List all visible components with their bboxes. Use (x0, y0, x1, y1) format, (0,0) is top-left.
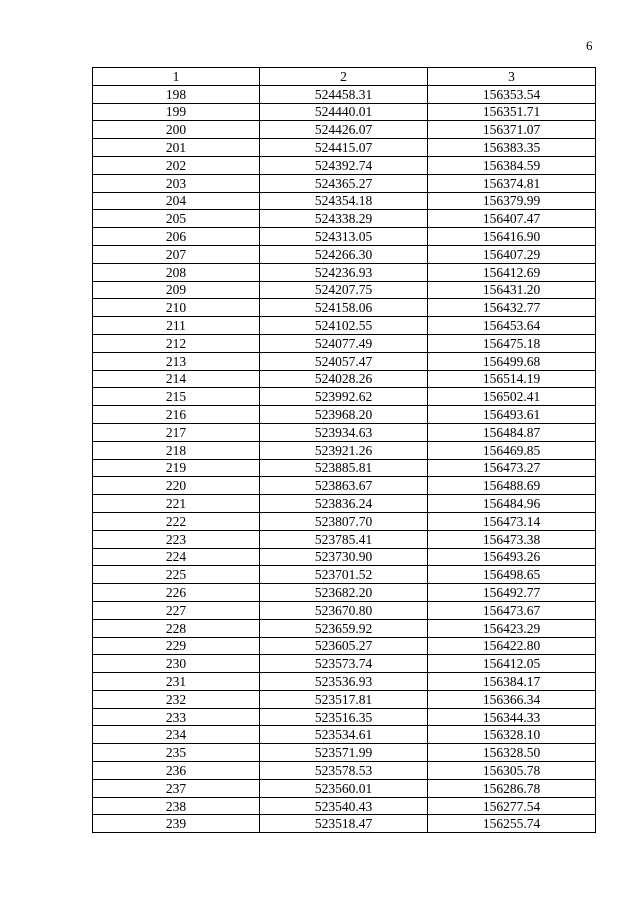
coordinate-x-cell: 523540.43 (260, 797, 428, 815)
coordinate-x-cell: 523571.99 (260, 744, 428, 762)
table-row (93, 584, 596, 602)
table-row (93, 619, 596, 637)
table-row (93, 797, 596, 815)
column-header-2: 2 (260, 68, 428, 86)
point-number-cell: 234 (93, 726, 260, 744)
coordinate-x-cell: 523968.20 (260, 406, 428, 424)
page-number: 6 (586, 38, 593, 53)
coordinate-y-cell: 156422.80 (428, 637, 596, 655)
coordinate-x-cell: 524426.07 (260, 121, 428, 139)
table-row (93, 815, 596, 833)
point-number-cell: 225 (93, 566, 260, 584)
coordinate-y-cell: 156514.19 (428, 370, 596, 388)
coordinate-y-cell: 156383.35 (428, 139, 596, 157)
point-number-cell: 224 (93, 548, 260, 566)
table-row (93, 121, 596, 139)
coordinate-x-cell: 524266.30 (260, 245, 428, 263)
coordinate-y-cell: 156366.34 (428, 690, 596, 708)
column-header-3: 3 (428, 68, 596, 86)
coordinate-y-cell: 156371.07 (428, 121, 596, 139)
coordinate-x-cell: 523573.74 (260, 655, 428, 673)
point-number-cell: 232 (93, 690, 260, 708)
coordinate-y-cell: 156407.47 (428, 210, 596, 228)
coordinate-y-cell: 156493.26 (428, 548, 596, 566)
table-row (93, 103, 596, 121)
table-row (93, 192, 596, 210)
coordinate-x-cell: 523670.80 (260, 601, 428, 619)
coordinate-x-cell: 523518.47 (260, 815, 428, 833)
table-row (93, 655, 596, 673)
coordinate-y-cell: 156431.20 (428, 281, 596, 299)
coordinate-x-cell: 523921.26 (260, 441, 428, 459)
coordinate-y-cell: 156473.27 (428, 459, 596, 477)
point-number-cell: 227 (93, 601, 260, 619)
table-row (93, 85, 596, 103)
coordinate-x-cell: 523659.92 (260, 619, 428, 637)
point-number-cell: 206 (93, 228, 260, 246)
table-row (93, 245, 596, 263)
coordinate-x-cell: 524440.01 (260, 103, 428, 121)
point-number-cell: 208 (93, 263, 260, 281)
coordinate-x-cell: 524236.93 (260, 263, 428, 281)
coordinate-y-cell: 156499.68 (428, 352, 596, 370)
coordinate-y-cell: 156493.61 (428, 406, 596, 424)
table-row (93, 459, 596, 477)
table-row (93, 281, 596, 299)
coordinate-y-cell: 156328.10 (428, 726, 596, 744)
coordinate-x-cell: 524415.07 (260, 139, 428, 157)
coordinate-y-cell: 156328.50 (428, 744, 596, 762)
table-row (93, 263, 596, 281)
coordinate-x-cell: 524458.31 (260, 85, 428, 103)
point-number-cell: 209 (93, 281, 260, 299)
point-number-cell: 219 (93, 459, 260, 477)
point-number-cell: 228 (93, 619, 260, 637)
table-row (93, 726, 596, 744)
point-number-cell: 202 (93, 156, 260, 174)
point-number-cell: 237 (93, 779, 260, 797)
table-header (93, 68, 596, 86)
table-row (93, 495, 596, 513)
coordinate-y-cell: 156353.54 (428, 85, 596, 103)
coordinate-y-cell: 156473.67 (428, 601, 596, 619)
point-number-cell: 231 (93, 673, 260, 691)
point-number-cell: 215 (93, 388, 260, 406)
coordinate-x-cell: 524338.29 (260, 210, 428, 228)
coordinate-y-cell: 156484.96 (428, 495, 596, 513)
coordinate-y-cell: 156492.77 (428, 584, 596, 602)
table-body (93, 85, 596, 832)
point-number-cell: 223 (93, 530, 260, 548)
point-number-cell: 204 (93, 192, 260, 210)
table-row (93, 762, 596, 780)
coordinate-y-cell: 156351.71 (428, 103, 596, 121)
coordinates-table (92, 67, 596, 833)
table-row (93, 530, 596, 548)
point-number-cell: 205 (93, 210, 260, 228)
table-row (93, 477, 596, 495)
table-row (93, 317, 596, 335)
coordinate-x-cell: 523992.62 (260, 388, 428, 406)
table-row (93, 744, 596, 762)
coordinate-y-cell: 156432.77 (428, 299, 596, 317)
header-row (93, 68, 596, 86)
coordinate-x-cell: 524057.47 (260, 352, 428, 370)
table-row (93, 139, 596, 157)
coordinate-x-cell: 524077.49 (260, 334, 428, 352)
point-number-cell: 200 (93, 121, 260, 139)
point-number-cell: 201 (93, 139, 260, 157)
point-number-cell: 221 (93, 495, 260, 513)
coordinate-y-cell: 156374.81 (428, 174, 596, 192)
table-row (93, 548, 596, 566)
coordinate-y-cell: 156484.87 (428, 423, 596, 441)
coordinate-y-cell: 156412.05 (428, 655, 596, 673)
point-number-cell: 198 (93, 85, 260, 103)
coordinate-x-cell: 524313.05 (260, 228, 428, 246)
coordinate-x-cell: 524158.06 (260, 299, 428, 317)
point-number-cell: 210 (93, 299, 260, 317)
point-number-cell: 218 (93, 441, 260, 459)
table-row (93, 512, 596, 530)
coordinate-y-cell: 156305.78 (428, 762, 596, 780)
coordinate-y-cell: 156453.64 (428, 317, 596, 335)
coordinate-x-cell: 524102.55 (260, 317, 428, 335)
table-row (93, 779, 596, 797)
coordinate-x-cell: 523605.27 (260, 637, 428, 655)
point-number-cell: 217 (93, 423, 260, 441)
coordinate-x-cell: 523516.35 (260, 708, 428, 726)
coordinate-x-cell: 523578.53 (260, 762, 428, 780)
coordinate-y-cell: 156473.38 (428, 530, 596, 548)
coordinate-y-cell: 156286.78 (428, 779, 596, 797)
coordinate-y-cell: 156384.17 (428, 673, 596, 691)
coordinate-y-cell: 156475.18 (428, 334, 596, 352)
coordinate-x-cell: 523534.61 (260, 726, 428, 744)
table-row (93, 334, 596, 352)
table-row (93, 441, 596, 459)
table-row (93, 299, 596, 317)
point-number-cell: 207 (93, 245, 260, 263)
coordinate-y-cell: 156255.74 (428, 815, 596, 833)
point-number-cell: 239 (93, 815, 260, 833)
coordinate-x-cell: 524392.74 (260, 156, 428, 174)
point-number-cell: 236 (93, 762, 260, 780)
coordinate-y-cell: 156412.69 (428, 263, 596, 281)
table-row (93, 601, 596, 619)
point-number-cell: 212 (93, 334, 260, 352)
coordinate-x-cell: 523863.67 (260, 477, 428, 495)
coordinate-y-cell: 156488.69 (428, 477, 596, 495)
point-number-cell: 229 (93, 637, 260, 655)
coordinate-x-cell: 523885.81 (260, 459, 428, 477)
point-number-cell: 230 (93, 655, 260, 673)
table-row (93, 210, 596, 228)
coordinate-x-cell: 523517.81 (260, 690, 428, 708)
coordinate-x-cell: 523730.90 (260, 548, 428, 566)
coordinate-x-cell: 523536.93 (260, 673, 428, 691)
table-row (93, 566, 596, 584)
coordinate-y-cell: 156277.54 (428, 797, 596, 815)
coordinate-x-cell: 523560.01 (260, 779, 428, 797)
coordinate-y-cell: 156344.33 (428, 708, 596, 726)
point-number-cell: 233 (93, 708, 260, 726)
point-number-cell: 203 (93, 174, 260, 192)
table-row (93, 388, 596, 406)
coordinate-y-cell: 156498.65 (428, 566, 596, 584)
table-row (93, 406, 596, 424)
coordinate-y-cell: 156473.14 (428, 512, 596, 530)
coordinate-x-cell: 523701.52 (260, 566, 428, 584)
coordinate-x-cell: 524028.26 (260, 370, 428, 388)
table-row (93, 708, 596, 726)
point-number-cell: 238 (93, 797, 260, 815)
coordinate-x-cell: 523682.20 (260, 584, 428, 602)
point-number-cell: 220 (93, 477, 260, 495)
table-row (93, 673, 596, 691)
table-row (93, 156, 596, 174)
coordinate-x-cell: 524365.27 (260, 174, 428, 192)
table-row (93, 174, 596, 192)
coordinate-x-cell: 523836.24 (260, 495, 428, 513)
coordinate-y-cell: 156379.99 (428, 192, 596, 210)
point-number-cell: 235 (93, 744, 260, 762)
table-row (93, 228, 596, 246)
coordinate-y-cell: 156502.41 (428, 388, 596, 406)
coordinate-y-cell: 156416.90 (428, 228, 596, 246)
table-row (93, 352, 596, 370)
table-row (93, 370, 596, 388)
point-number-cell: 211 (93, 317, 260, 335)
point-number-cell: 213 (93, 352, 260, 370)
coordinate-y-cell: 156407.29 (428, 245, 596, 263)
coordinate-x-cell: 523934.63 (260, 423, 428, 441)
coordinate-x-cell: 523785.41 (260, 530, 428, 548)
coordinate-y-cell: 156384.59 (428, 156, 596, 174)
table-row (93, 690, 596, 708)
coordinate-x-cell: 524207.75 (260, 281, 428, 299)
point-number-cell: 226 (93, 584, 260, 602)
coordinate-x-cell: 523807.70 (260, 512, 428, 530)
point-number-cell: 216 (93, 406, 260, 424)
table-row (93, 637, 596, 655)
table-row (93, 423, 596, 441)
coordinate-y-cell: 156469.85 (428, 441, 596, 459)
column-header-1: 1 (93, 68, 260, 86)
point-number-cell: 214 (93, 370, 260, 388)
point-number-cell: 199 (93, 103, 260, 121)
point-number-cell: 222 (93, 512, 260, 530)
coordinate-x-cell: 524354.18 (260, 192, 428, 210)
coordinate-y-cell: 156423.29 (428, 619, 596, 637)
